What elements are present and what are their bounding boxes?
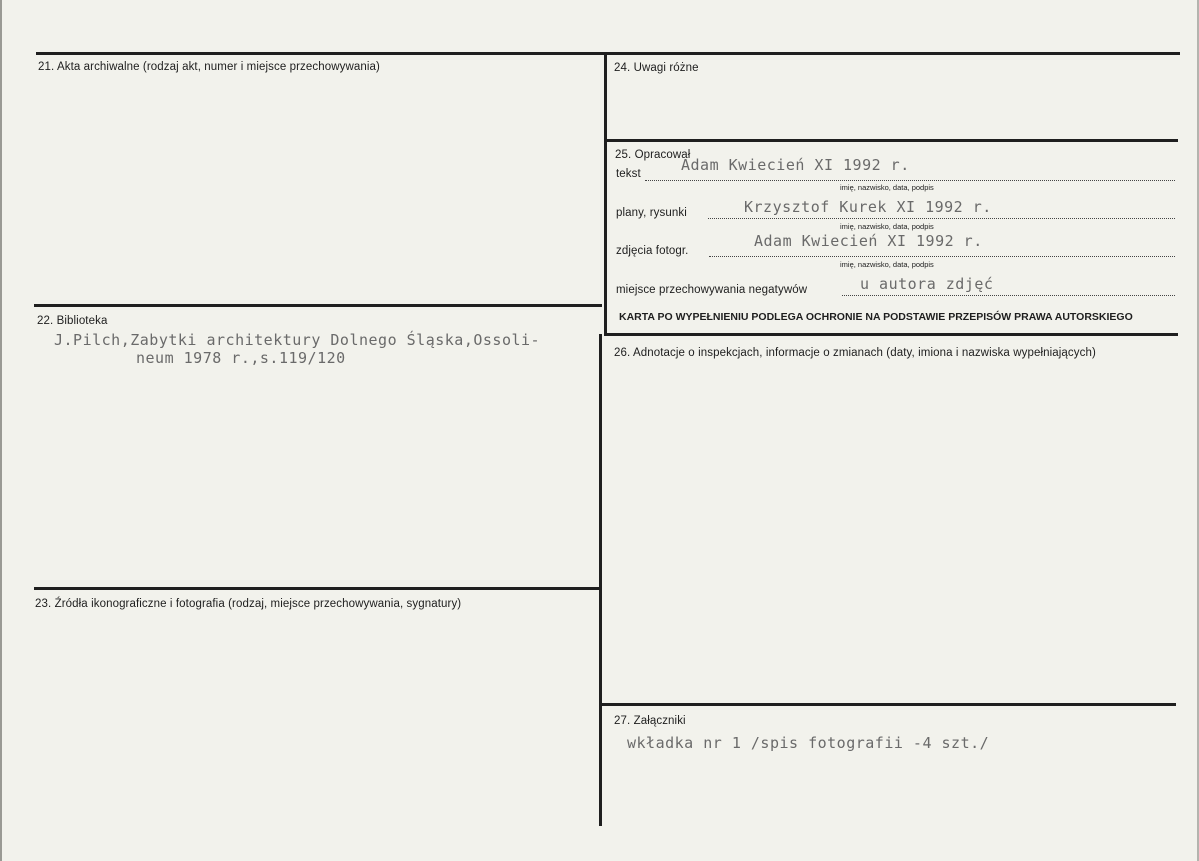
- negatywy-line: [842, 295, 1175, 296]
- attachments-value: wkładka nr 1 /spis fotografii -4 szt./: [627, 734, 990, 752]
- zdjecia-value: Adam Kwiecień XI 1992 r.: [754, 232, 983, 250]
- rule-25-26: [604, 333, 1178, 336]
- zdjecia-caption: imię, nazwisko, data, podpis: [840, 260, 934, 269]
- rule-26-27: [600, 703, 1176, 706]
- tekst-caption: imię, nazwisko, data, podpis: [840, 183, 934, 192]
- zdjecia-label: zdjęcia fotogr.: [616, 245, 689, 257]
- negatywy-value: u autora zdjęć: [860, 275, 994, 293]
- section-23-label: 23. Źródła ikonograficzne i fotografia (rodzaj, miejsce przechowywania, sygnatury): [35, 598, 462, 610]
- section-25-label: 25. Opracował: [615, 149, 691, 161]
- section-21-label: 21. Akta archiwalne (rodzaj akt, numer i miejsce przechowywania): [38, 61, 380, 73]
- rule-top: [36, 52, 1180, 55]
- plany-value: Krzysztof Kurek XI 1992 r.: [744, 198, 992, 216]
- plany-line: [708, 218, 1175, 219]
- library-entry-line-1: J.Pilch,Zabytki architektury Dolnego Śląska,Ossoli-: [54, 331, 541, 349]
- tekst-label: tekst: [616, 168, 641, 180]
- section-24-label: 24. Uwagi różne: [614, 62, 699, 74]
- rule-21-22: [34, 304, 602, 307]
- plany-label: plany, rysunki: [616, 207, 687, 219]
- section-27-label: 27. Załączniki: [614, 715, 686, 727]
- rule-22-23: [34, 587, 602, 590]
- rule-vertical-upper: [604, 52, 607, 334]
- copyright-notice: KARTA PO WYPEŁNIENIU PODLEGA OCHRONIE NA PODSTAWIE PRZEPISÓW PRAWA AUTORSKIEGO: [619, 311, 1133, 323]
- rule-vertical-lower: [599, 334, 602, 826]
- plany-caption: imię, nazwisko, data, podpis: [840, 222, 934, 231]
- tekst-line: [645, 180, 1175, 181]
- library-entry-line-2: neum 1978 r.,s.119/120: [136, 349, 346, 367]
- negatywy-label: miejsce przechowywania negatywów: [616, 284, 808, 296]
- zdjecia-line: [709, 256, 1175, 257]
- rule-24-25: [604, 139, 1178, 142]
- section-22-label: 22. Biblioteka: [37, 315, 108, 327]
- tekst-value: Adam Kwiecień XI 1992 r.: [681, 156, 910, 174]
- section-26-label: 26. Adnotacje o inspekcjach, informacje o zmianach (daty, imiona i nazwiska wypełniających): [614, 347, 1096, 359]
